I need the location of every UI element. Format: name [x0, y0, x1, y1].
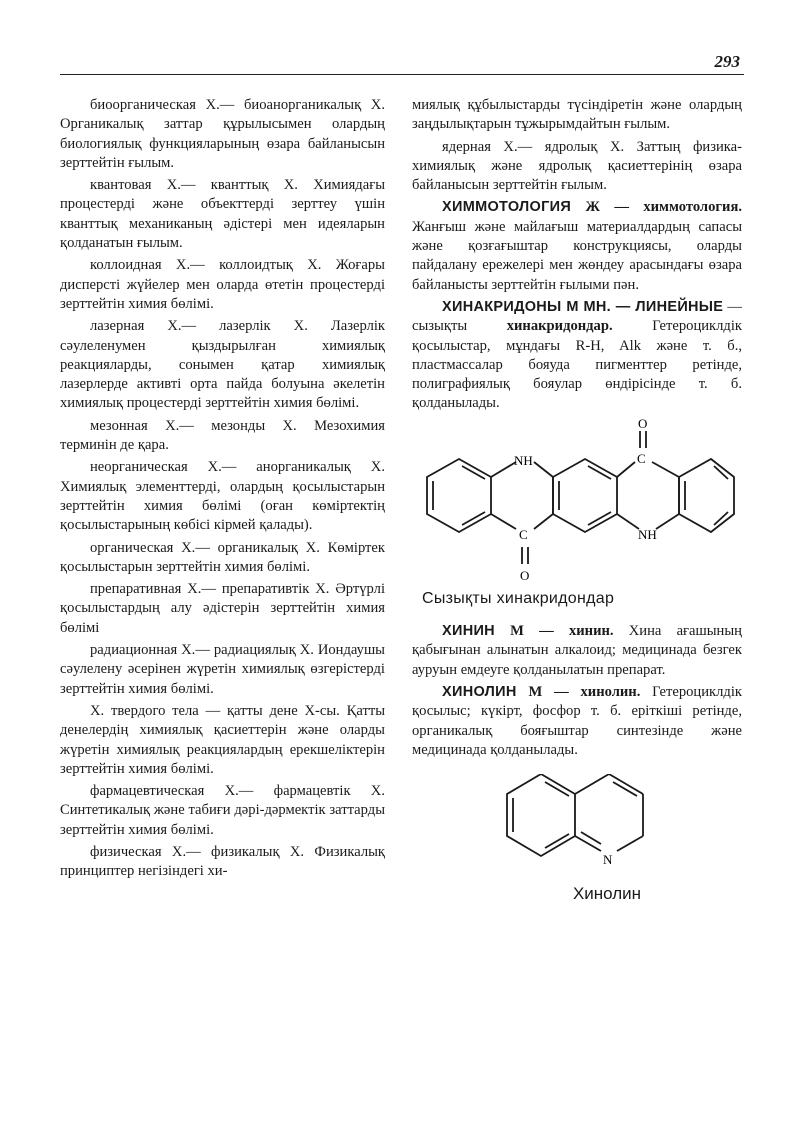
entry-term: неорганическая — [90, 459, 188, 476]
entry-term: физическая — [90, 843, 162, 860]
atom-label: NH — [638, 526, 657, 542]
entry-physical-continued: миялық құбылыстарды түсіндіретін және олардың заңдылықтарын тұжырымдайтын ғылым. — [412, 97, 742, 133]
atom-label: C — [637, 450, 646, 466]
entry-radiation — [60, 641, 385, 699]
entry-term: органическая — [90, 539, 174, 556]
entry-term: фармацевтическая — [90, 783, 205, 800]
atom-label: O — [638, 416, 648, 431]
entry-term: препаративная — [90, 581, 182, 598]
entry-text: Х.— кванттық Х. Химиядағы процестерді және объекттерді зерттеу үшін кванттық механиканың әдістері мен идеяларын қолданатын ғылым. — [60, 177, 385, 252]
entry-term: квантовая — [90, 177, 152, 194]
entry-text: Х.— физикалық Х. Физикалық принциптер негізіндегі хи- — [60, 843, 385, 880]
entry-term: биоорганическая — [90, 97, 196, 113]
entry-gloss: М — хинин. — [494, 623, 614, 640]
quinoline-structure — [412, 774, 742, 878]
entry-quinine — [412, 622, 742, 680]
entry-term: ядерная — [442, 138, 491, 155]
entry-inorganic — [60, 458, 385, 535]
entry-solid-state — [60, 702, 385, 779]
quinacridone-structure — [412, 417, 742, 587]
entry-headword: ХИНАКРИДОНЫ М МН. — ЛИНЕЙНЫЕ — [442, 298, 724, 315]
entry-text: — қатты дене Х-сы. Қатты денелердің химиялық қасиеттерін және оларды жүретін химиялық реакциялардың ерекшеліктерін зерттейтін химия бөлімі. — [60, 702, 385, 777]
entry-gloss-prefix: — сызықты — [412, 298, 742, 335]
right-column — [412, 96, 742, 903]
entry-laser — [60, 317, 385, 413]
entry-organic — [60, 539, 385, 578]
atom-label: C — [519, 526, 528, 542]
entry-term: лазерная — [90, 318, 145, 335]
entry-colloid — [60, 256, 385, 314]
entry-text: Х.— органикалық Х. Көміртек қосылыстарын зерттейтін химия бөлімі. — [60, 539, 385, 575]
entry-text: Х.— коллоидтық Х. Жоғары дисперсті жүйелер мен оларда өтетін процестерді зерттейтін химия бөлімі. — [60, 257, 385, 312]
figure-caption: Хинолин — [572, 884, 642, 904]
atom-label: NH — [514, 452, 533, 468]
left-column — [60, 96, 385, 885]
entry-preparative — [60, 580, 385, 638]
entry-term: Х. твердого тела — [90, 702, 199, 719]
entry-gloss: М — хинолин. — [516, 683, 641, 700]
entry-text: Х.— фармацевтік Х. Синтетикалық және табиғи дәрі-дәрмектік заттарды зерттейтін химия бөлімі. — [60, 783, 385, 838]
entry-text: Х.— биоанорганикалық Х. Органикалық заттар құрылысымен олардың биологиялық функцияларының өзара байланысын зерттейтін ғылым. — [60, 97, 385, 171]
entry-term: мезонная — [90, 417, 148, 434]
entry-text: Х.— ядролық Х. Заттың физика-химиялық және ядролық қасиеттерінің өзара байланысын зерттейтін ғылым. — [412, 138, 742, 194]
page-number: 293 — [714, 52, 740, 71]
entry-meson — [60, 417, 385, 456]
entry-quinoline — [412, 683, 742, 760]
entry-text: Х.— мезонды Х. Мезохимия терминін де қара. — [60, 417, 385, 454]
entry-quantum — [60, 176, 385, 253]
entry-text: Х.— анорганикалық Х. Химиялық элементтерді, олардың қосылыстарын зерттейтін химия бөлімі (оған көміртектің қосылыстарының көбісі кірмей қалады). — [60, 459, 385, 534]
atom-label: N — [603, 852, 613, 868]
entry-headword: ХИНОЛИН — [442, 683, 517, 700]
entry-text: Гетероциклдік қосылыс; күкірт, фосфор т. б. еріткіші ретінде, органикалық бояғыштар синтезінде және медицинада қолданылады. — [412, 683, 742, 758]
entry-term: коллоидная — [90, 257, 162, 274]
figure-caption: Сызықты хинакридондар — [422, 589, 615, 607]
entry-gloss: Ж — химмотология. — [571, 199, 742, 216]
entry-term: радиационная — [90, 642, 178, 659]
entry-chimmotology — [412, 198, 742, 294]
atom-label: O — [520, 567, 530, 583]
entry-nuclear — [412, 138, 742, 196]
entry-text: Х.— радиациялық Х. Иондаушы сәулелену әсерінен жүретін химиялық өзгерістерді зерттейтін химия бөлімі. — [60, 642, 385, 697]
entry-text: Х.— лазерлік Х. Лазерлік сәулеленумен қыздырылған химиялық реакцияларды, сонымен қатар химиялық лазерлерде активті орта пайда болуына әкелетін химиялық процестерді зерттейтін химия бөлімі. — [60, 318, 385, 412]
entry-text: Жанғыш және майлағыш материалдардың сапасы және қозғағыштар конструкциясы, оларды пайдалану ережелері мен жөндеу арасындағы өзара байланысты зерттейтін ғылыми пән. — [412, 218, 742, 293]
entry-physical — [60, 843, 385, 882]
entry-headword: ХИММОТОЛОГИЯ — [442, 199, 572, 216]
entry-bioorganic — [60, 96, 385, 173]
entry-text: Х.— препаративтік Х. Әртүрлі қосылыстардың алу әдістерін зерттейтін химия бөлімі — [60, 581, 385, 636]
entry-gloss: хинакридондар. — [506, 318, 613, 335]
entry-headword: ХИНИН — [442, 623, 495, 640]
entry-quinacridones — [412, 298, 742, 414]
entry-text: Гетероциклдік қосылыстар, мұндағы R-H, Alk және т. б., пластмассалар бояуда пигменттер ретінде, полиграфиялық бояулар өндірісінде т. б. қолданылады. — [412, 318, 743, 412]
entry-pharmaceutical — [60, 782, 385, 840]
header-rule — [60, 74, 744, 75]
entry-text: Хина ағашының қабығынан алынатын алкалоид; медицинада безгек ауруын емдеуге қолданылатын препарат. — [412, 623, 742, 678]
